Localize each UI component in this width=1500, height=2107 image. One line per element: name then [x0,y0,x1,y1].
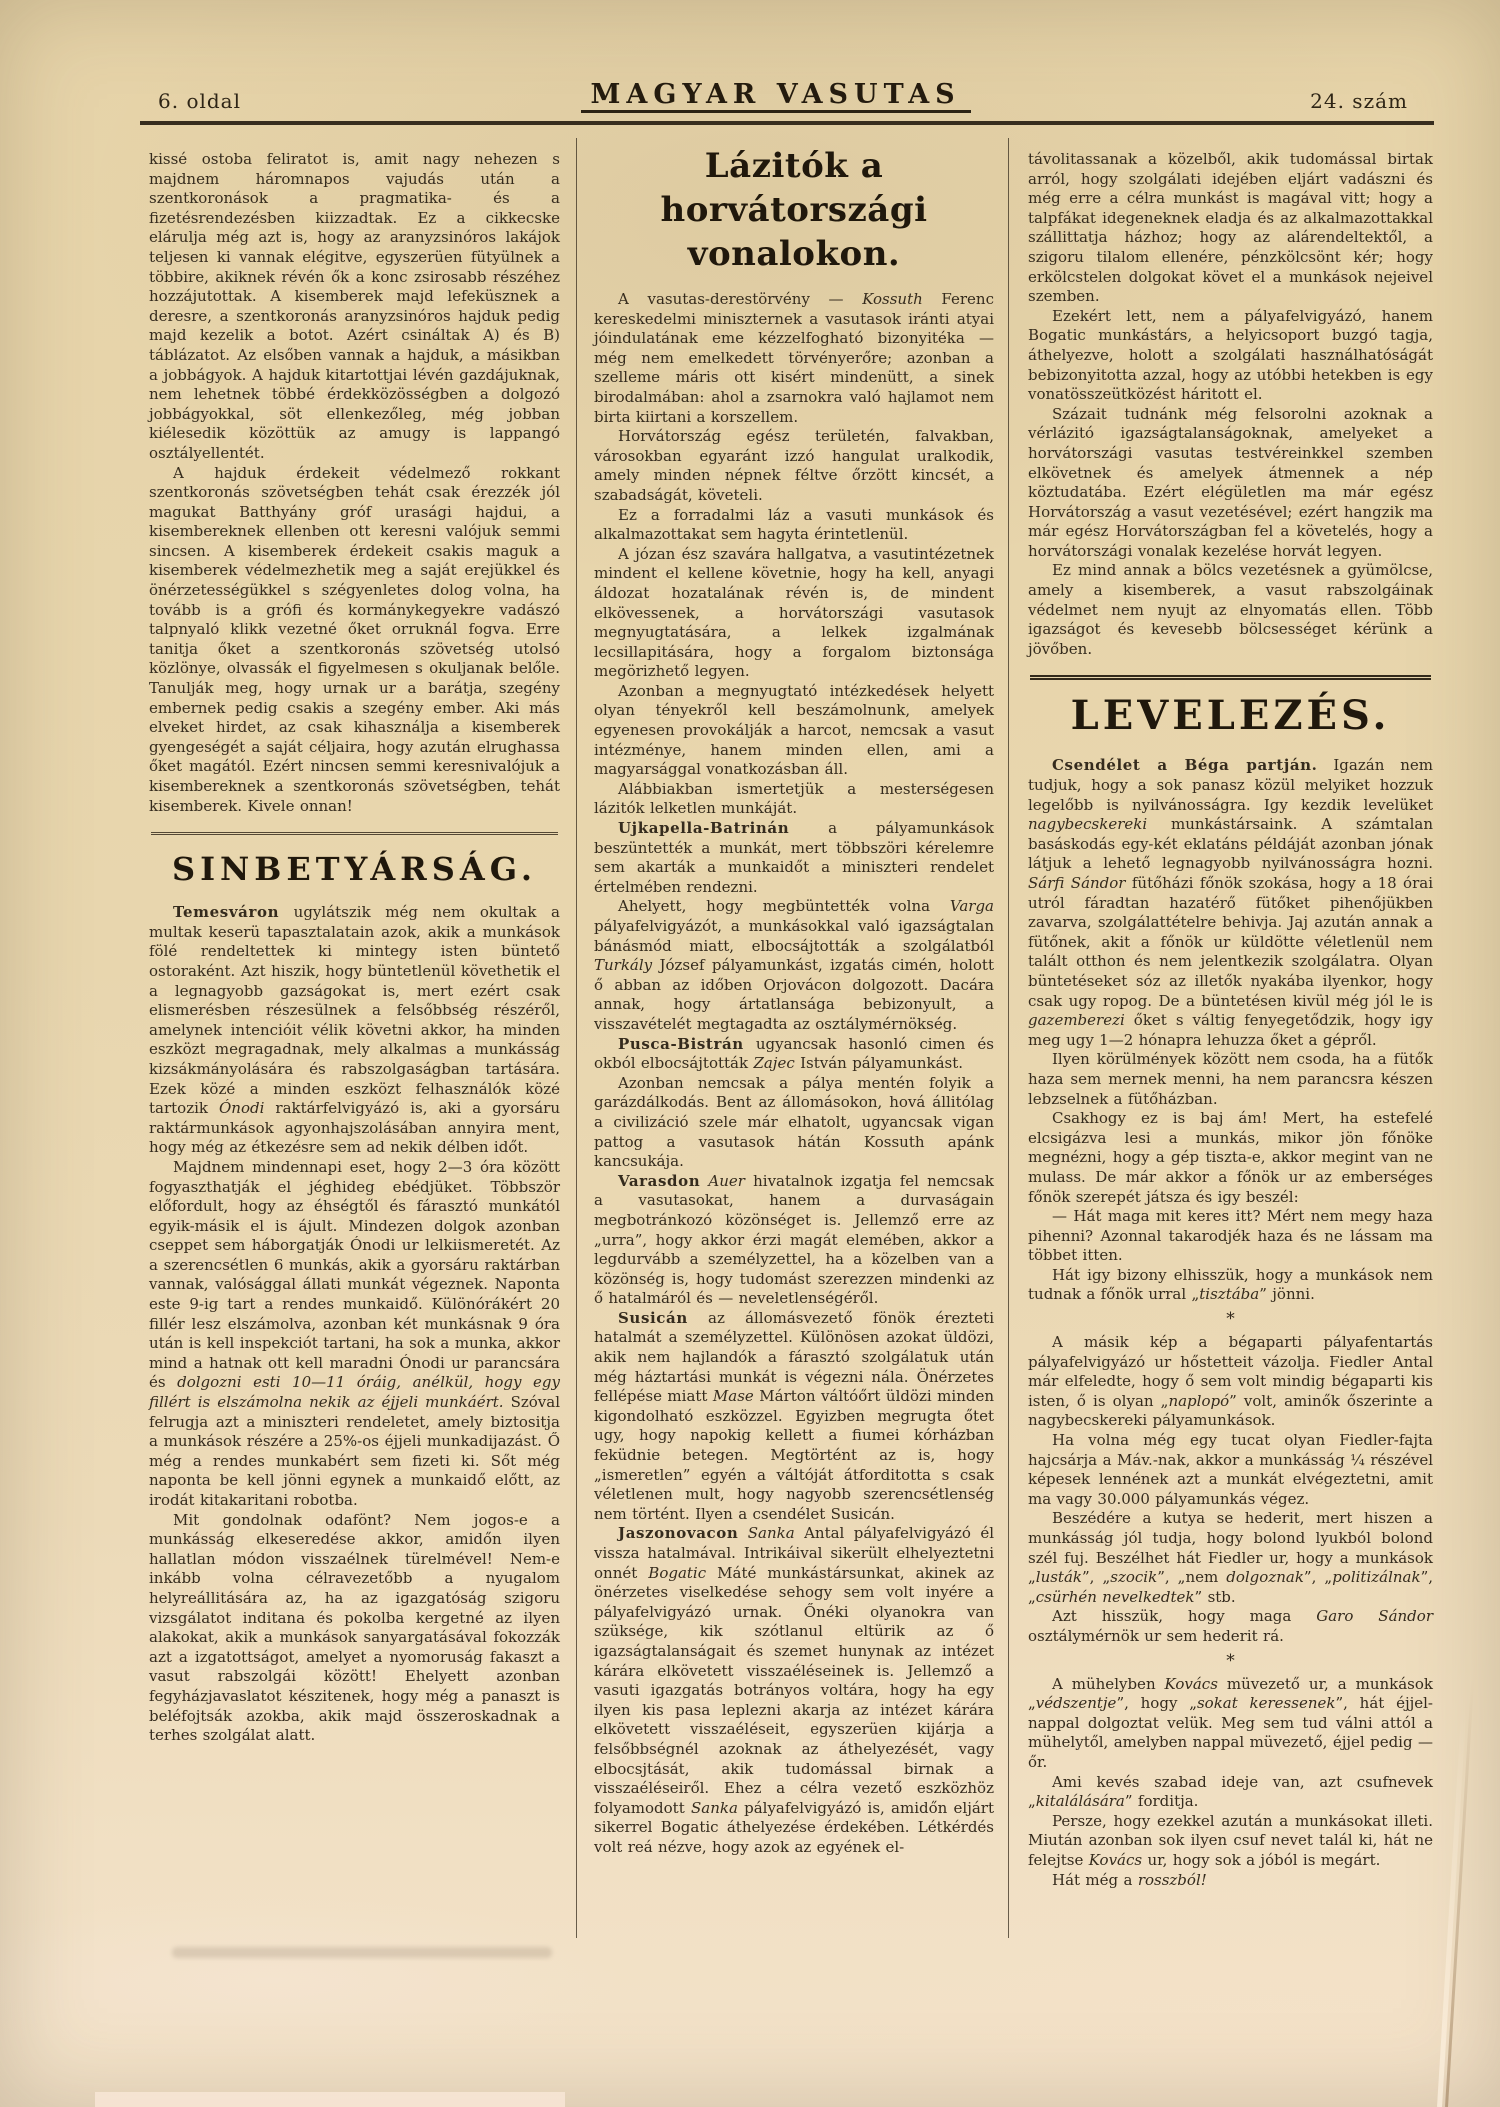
section-star-2: * [1226,1650,1235,1671]
paragraph: kissé ostoba feliratot is, amit nagy nehezen s majdnem háromnapos vajudás után a szentkoronások a pragmatika- és a fizetésrendezésben kiizzadtak. Ez a cikkecske elárulja még azt is, hogy az aranyzsinóros lakájok teljesen ki vannak elégitve, egyszerüen fütyülnek a többire, akiknek révén ők a konc zsirosabb részéhez hozzájutottak. A kisemberek majd lefeküsznek a deresre, a szentkoronás aranyzsinóros hajduk pedig majd kezelik a botot. Azért csináltak A) és B) táblázatot. Az elsőben vannak a hajduk, a másikban a jobbágyok. A hajduk kitartottjai lévén gazdájuknak, nem lehetnek többé érdekközösségben a dolgozó jobbágyokkal, söt ellenkezőleg, még jobban kiélesedik közöttük az amugy is lappangó osztályellentét. [149,150,560,462]
paragraph-lead: Ujkapella-Batrinán [618,819,790,838]
sinbetyarsag-headline: SINBETYÁRSÁG. [171,850,538,889]
paragraph: Ahelyett, hogy megbüntették volna Varga pályafelvigyázót, a munkásokkal való igazságtalan bánásmód miatt, elbocsájtották a szolgálatból Turkály József pályamunkást, izgatás cimén, holott ő abban az időben Orjovácon dolgozott. Dacára annak, hogy ártatlansága bebizonyult, a visszavételét megtagadta az osztálymérnökség. [594,897,994,1033]
paragraph: Hát igy bizony elhisszük, hogy a munkások nem tudnak a főnök urral „tisztába” jönni. [1028,1265,1433,1304]
paragraph-lead: Pusca-Bistrán [618,1034,744,1053]
paragraph: Ami kevés szabad ideje van, azt csufnevek „kitalálására” forditja. [1028,1772,1433,1811]
paragraph: Horvátország egész területén, falvakban, városokban egyaránt izzó hangulat uralkodik, amely minden népnek féltve őrzött kincsét, a szabadságát, követeli. [594,427,994,504]
paragraph: — Hát maga mit keres itt? Mért nem megy haza pihenni? Azonnal takarodjék haza és ne lássam ma többet itten. [1028,1207,1433,1265]
paragraph: Temesváron ugylátszik még nem okultak a multak keserü tapasztalatain azok, akik a munkások fölé rendeltettek ki mintegy isten büntető ostoraként. Azt hiszik, hogy büntetlenül követhetik el a legnagyobb gazságokat is, mert ezért csak elismerésben részesülnek a felsőbbség részéről, amelynek intencióit vélik követni akkor, ha minden eszközt megragadnak, mely alkalmas a munkásság kizsákmányolására és rabszolgaságban tartására. Ezek közé a minden eszközt felhasználók közé tartozik Ónodi raktárfelvigyázó is, aki a gyorsáru raktármunkások agyonhajszolásában annyira ment, hogy még az étkezésre sem ad nekik délben időt. [149,903,560,1157]
levelezes-divider [1030,675,1431,680]
page-header [158,80,1408,113]
paragraph: Beszédére a kutya se hederit, mert hiszen a munkásság jól tudja, hogy bolond lyukból bolond szél fuj. Beszélhet hát Fiedler ur, hogy a munkások „lusták”, „szocik”, „nem dolgoznak”, „politizálnak”, „csürhén nevelkedtek” stb. [1028,1509,1434,1606]
paragraph: Ez mind annak a bölcs vezetésnek a gyümölcse, amely a kisemberek, a vasut rabszolgáinak védelmet nem nyujt az elnyomatás ellen. Több igazságot és kevesebb bölcsességet kérünk a jövőben. [1028,561,1433,658]
paragraph: A mühelyben Kovács müvezető ur, a munkások „védszentje”, hogy „sokat keressenek”, hát éjjel-nappal dolgoztat velük. Meg sem tud válni attól a mühelytől, amelyben nappal müvezető, éjjel pedig — őr. [1028,1674,1434,1771]
paragraph: A józan ész szavára hallgatva, a vasutintézetnek mindent el kellene követnie, hogy ha kell, anyagi áldozat hozatalának révén is, de mindent elkövessenek, a horvátországi vasutasok megnyugtatására, a lelkek izgalmának lecsillapitására, hogy a forgalom biztonsága megörizhető legyen. [594,544,994,681]
paragraph-lead: Temesváron [173,903,280,922]
paragraph: Csendélet a Béga partján. Igazán nem tudjuk, hogy a sok panasz közül melyiket hozzuk legelőbb is nyilvánosságra. Igy kezdik levelüket nagybecskereki munkástársaink. A számtalan basáskodás egy-két eklatáns példáját azonban jónak látjuk a lehető legnagyobb nyilvánosságra hozni. Sárfi Sándor fütőházi főnök szokása, hogy a 18 órai utról fáradtan hazatérő fütőket pihenőjükben zavarva, szolgálattételre behivja. Jaj azután annak a fütőnek, akit a főnök ur küldötte véletlenül nem talált otthon és nem jelentkezik szolgálatra. Olyan büntetéseket sóz az illetők nyakába ilyenkor, hogy csak ugy ropog. De a büntetésen kivül még jól le is gazemberezi őket s váltig fenyegetődzik, hogy igy meg ugy 1—2 hónapra lehuzza őket a gépről. [1028,756,1434,1049]
section-star-1: * [1226,1309,1235,1330]
paragraph: Susicán az állomásvezető fönök érezteti hatalmát a személyzettel. Különösen azokat üldözi, akik nem hajlandók a fárasztó szolgálatuk után még háztartási munkát is végezni nála. Önérzetes fellépése miatt Mase Márton váltóőrt üldözi minden kigondolható eszközzel. Egyizben megrugta őtet ugy, hogy napokig kellett a fiumei kórházban feküdnie betegen. Megtörtént az is, hogy „ismeretlen” egyén a váltóját átforditotta s csak véletlenen mult, hogy nagyobb szerencsétlenség nem történt. Ilyen a csendélet Susicán. [594,1308,994,1523]
paragraph: Azt hisszük, hogy maga Garo Sándor osztálymérnök ur sem hederit rá. [1028,1607,1433,1645]
paragraph: Pusca-Bistrán ugyancsak hasonló cimen és okból elbocsájtották Zajec István pályamunkást. [594,1034,994,1073]
paper-edge-artifact [95,2092,565,2107]
paragraph: Csakhogy ez is baj ám! Mert, ha estefelé elcsigázva lesi a munkás, mikor jön főnöke megnézni, hogy a gép tiszta-e, akkor megint van ne mulass. De már akkor a főnök ur az emberséges főnök szerepét játsza és igy beszél: [1028,1109,1433,1206]
paragraph: Jaszonovacon Sanka Antal pályafelvigyázó él vissza hatalmával. Intrikáival sikerült elhelyeztetni onnét Bogatic Máté munkástársunkat, akinek az önérzetes viselkedése sehogy sem volt inyére a pályafelvigyázó urnak. Őnéki olyanokra van szüksége, kik szótlanul eltürik az ő igazságtalanságait és szemet hunynak az intézet kárára elkövetett visszaéléseinek is. Jellemző a vasuti igazgatás botrányos voltára, hogy ha egy ilyen kis pasa leplezni akarja az intézet kárára elkövetett visszaéléseit, egyszerüen kijárja a felsőbbségnél azoknak az áthelyezését, vagy elbocsjtását, akik tudomással birnak a visszaéléseiről. Ehez a célra vezető eszközhöz folyamodott Sanka pályafelvigyázó is, amidőn eljárt sikerrel Bogatic áthelyezése érdekében. Létkérdés volt reá nézve, hogy azok az egyének el- [594,1524,995,1856]
paragraph: Ujkapella-Batrinán a pályamunkások beszüntették a munkát, mert többszöri kérelemre sem akarták a munkaidőt a miniszteri rendelet értelmében rendezni. [594,819,994,896]
newspaper-column-2 [577,138,1009,1938]
newspaper-column-3 [1009,138,1437,1938]
paragraph: Ezekért lett, nem a pályafelvigyázó, hanem Bogatic munkástárs, a helyicsoport buzgó tagja, áthelyezve, holott a szolgálati használhatóságát bebizonyitotta azzal, hogy az utóbbi hetekben is egy vonatösszeütközést háritott el. [1028,306,1433,404]
paragraph: Mit gondolnak odafönt? Nem jogos-e a munkásság elkeseredése akkor, amidőn ilyen hallatlan módon visszaélnek türelmével! Nem-e inkább volna célravezetőbb a nyugalom helyreállitására az, ha az igazgatóság szigoru vizsgálatot inditana és pokolba kergetné az ilyen alakokat, akik a munkások sanyargatásával fokozzák azt a izgatottságot, amelyet a nyomoruság fakaszt a vasut rabszolgái között! Ehelyett azonban fegyházjavaslatot készitenek, hogy még a panaszt is beléfojtsák azokba, akik majd összeroskadnak a terhes szolgálat alatt. [149,1510,560,1745]
paragraph: A hajduk érdekeit védelmező rokkant szentkoronás szövetségben tehát csak érezzék jól magukat Batthyány gróf urasági hajdui, a kisembereknek ellenben ott keresni valójuk semmi sincsen. A kisemberek érdekeit csakis maguk a kisemberek védelmezhetik meg a saját erejükkel és önérzetességükkel s szégyenletes dolog volna, ha tovább is a grófi és kormánykegyekre vadászó talpnyaló klikk vezetné őket orruknál fogva. Erre tanitja őket a szentkoronás szövetség utolsó közlönye, olvassák el figyelmesen s okuljanak belőle. Tanulják meg, hogy urnak ur a barátja, szegény embernek pedig csakis a szegény ember. Aki más elveket hirdet, az csak kihasználja a kisemberek gyengeségét a saját céljaira, hogy azután elrughassa őket magától. Ezért nincsen semmi keresnivalójuk a kisembereknek a szentkoronás szövetségben, tehát kisemberek. Kivele onnan! [149,463,560,815]
newspaper-column-1 [145,138,577,1938]
masthead-title: MAGYAR VASUTAS [581,80,971,113]
paper-crease-highlight [1437,1708,1466,2107]
levelezes-headline: LEVELEZÉS. [1070,692,1391,740]
paragraph: Ilyen körülmények között nem csoda, ha a fütők haza sem mernek menni, ha nem parancsra készen lebzselnek a fütőházban. [1028,1050,1433,1108]
sinbetyarsag-divider [151,832,558,835]
paragraph: A másik kép a bégaparti pályafentartás pályafelvigyázó ur hőstetteit vázolja. Fiedler Antal már elfeledte, hogy ő sem volt mindig bégaparti kis isten, ő is olyan „naplopó” volt, aminők őszerinte a nagybecskereki pályamunkások. [1028,1333,1433,1430]
paragraph: Persze, hogy ezekkel azután a munkásokat illeti. Miután azonban sok ilyen csuf nevet talál ki, hát ne felejtse Kovács ur, hogy sok a jóból is megárt. [1028,1811,1433,1869]
paragraph: Ha volna még egy tucat olyan Fiedler-fajta hajcsárja a Máv.-nak, akkor a munkásság ¼ részével képesek lennének azt a munkát elvégeztetni, amit ma vagy 30.000 pályamunkás végez. [1028,1431,1433,1508]
paragraph: távolitassanak a közelből, akik tudomással birtak arról, hogy szolgálati idejében eljárt vadászni és még erre a célra munkást is magával vitt; hogy a talpfákat idegeneknek eladja és az alkalmazottakkal szállittatja házhoz; hogy az alárendeltektől, a szigoru tilalom ellenére, pénzkölcsönt kér; hogy erkölcstelen dolgokat követ el a munkások nejeivel szemben. [1028,150,1433,306]
paragraph: Azonban nemcsak a pálya mentén folyik a garázdálkodás. Bent az állomásokon, hová állitólag a civilizáció szele már elhatolt, ugyancsak vigan pattog a vasutasok hátán Kossuth apánk kancsukája. [594,1073,994,1171]
paragraph: Alábbiakban ismertetjük a mesterségesen lázitók lelketlen munkáját. [594,779,994,818]
paragraph: Hát még a rosszból! [1052,1870,1207,1889]
paragraph: Varasdon Auer hivatalnok izgatja fel nemcsak a vasutasokat, hanem a durvaságain megbotránkozó közönséget is. Jellemző erre az „urra”, hogy akkor érzi magát elemében, akkor a legdurvább a személyzettel, ha a közelben van a közönség is, hogy tudomást szerezzen mindenki az ő hatalmáról és — neveletlenségéről. [594,1171,994,1308]
page-number-label: 6. oldal [158,89,241,113]
lazitok-headline: Lázitók a horvátországi vonalokon. [660,146,928,274]
paragraph: Ez a forradalmi láz a vasuti munkások és alkalmazottakat sem hagyta érintetlenül. [594,505,994,544]
paragraph-lead: Varasdon [618,1171,701,1190]
paragraph-lead: Susicán [618,1308,688,1327]
paragraph: Azonban a megnyugtató intézkedések helyett olyan tényekről kell beszámolnunk, amelyek egyenesen provokálják a harcot, nemcsak a vasut intézménye, hanem minden ellen, ami a magyarsággal vonatkozásban áll. [594,681,994,779]
issue-number-label: 24. szám [1310,89,1408,113]
header-rule [140,121,1434,125]
paragraph: Majdnem mindennapi eset, hogy 2—3 óra között fogyaszthatják el jéghideg ebédjüket. Többször előfordult, hogy az éhségtől és fárasztó munkától egyik-másik el is ájult. Mindezen dolgok azonban cseppet sem háborgatják Ónodi ur lelkiismeretét. Az a szerencsétlen 6 munkás, akik a gyorsáru raktárban vannak, valósággal állati munkát végeznek. Naponta este 9-ig tart a rendes munkaidő. Különórákért 20 fillér lesz elszámolva, azonban két munkásnak 9 óra után is kell inspekciót tartani, ha sok a munka, akkor mind a hatnak ott kell maradni Ónodi ur parancsára és dolgozni esti 10—11 óráig, anélkül, hogy egy fillért is elszámolna nekik az éjjeli munkáért. Szóval felrugja azt a miniszteri rendeletet, amely biztositja a munkások részére a 25%-os éjjeli munkadijazást. Ő még a rendes munkabért sem fizeti ki. Sőt még naponta be kell jönni egynek a munkaidő előtt, az irodát kitakaritani robotba. [149,1157,560,1509]
paragraph-lead: Jaszonovacon [618,1524,739,1543]
paragraph: A vasutas-derestörvény — Kossuth Ferenc kereskedelmi miniszternek a vasutasok iránti atyai jóindulatának eme kézzelfogható bizonyitéka — még nem emelkedett törvényerőre; azonban a szelleme máris ott kisért mindenütt, a sinek birodalmában: ahol a zsarnokra való hajlamot nem birta kiirtani a korszellem. [594,290,994,426]
paragraph: Százait tudnánk még felsorolni azoknak a vérlázitó igazságtalanságoknak, amelyeket a horvátországi vasutas testvéreinkkel szemben elkövetnek és amelyek átmennek a nép köztudatába. Ezért elégületlen ma már egész Horvátország a vasut vezetésével; ezért hangzik ma már egész Horvátországban fel a követelés, hogy a horvátországi vonalak kezelése horvát legyen. [1028,404,1433,560]
paragraph-lead: Csendélet a Béga partján. [1052,756,1318,775]
ink-bleed-artifact [172,1947,552,1958]
column-container [145,138,1437,1938]
